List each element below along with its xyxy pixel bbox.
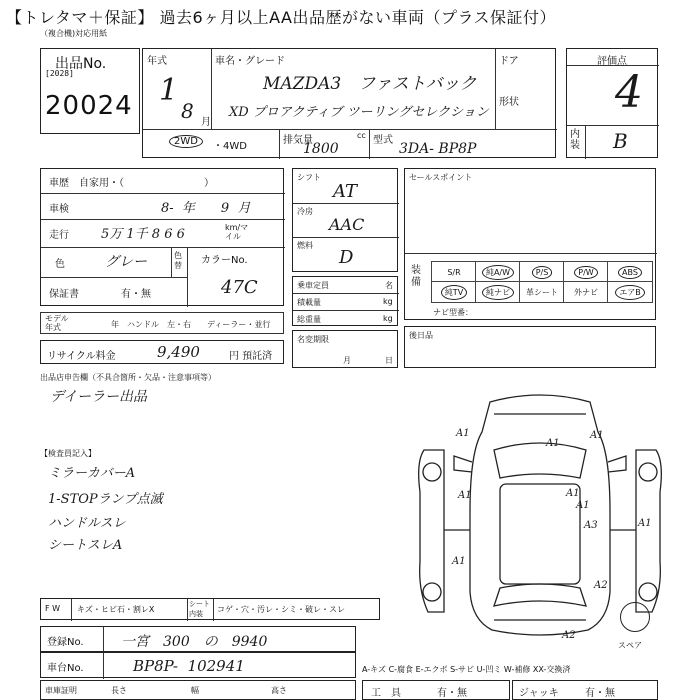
equipment-item-label: P/W <box>574 266 597 279</box>
equipment-item <box>519 281 564 303</box>
interior-grade: B <box>613 129 628 153</box>
equipment-item-label: ABS <box>618 266 642 279</box>
chassis-row <box>40 652 356 678</box>
equipment-item <box>607 261 653 282</box>
registration-row <box>40 626 356 652</box>
damage-mark: A1 <box>546 438 560 449</box>
damage-mark: A1 <box>638 518 652 529</box>
recycle-label: リサイクル料金 <box>47 351 116 362</box>
sales-point-label: セールスポイント <box>409 173 473 182</box>
chassis-label: 車台No. <box>47 663 84 674</box>
equipment-item-label: 純ナビ <box>482 285 514 300</box>
model-year-row <box>40 312 284 334</box>
tools-label: 工 具 <box>371 688 401 699</box>
jack-value: 有・無 <box>585 688 615 699</box>
tools-row <box>362 680 510 700</box>
equipment-item-label: 純TV <box>441 285 467 300</box>
equipment-item-label: エアB <box>615 285 645 300</box>
chassis-value: BP8P- 102941 <box>133 657 245 675</box>
equipment-item <box>519 261 564 282</box>
equipment-label: 装備 <box>411 265 421 288</box>
seats-label: 乗車定員 <box>297 281 329 290</box>
equipment-item <box>431 261 476 282</box>
lot-number-box <box>40 48 140 134</box>
load-unit: kg <box>383 297 393 306</box>
sales-equipment-box <box>404 168 656 320</box>
ac-value: AAC <box>329 215 365 234</box>
model-name: MAZDA3 ファストバック <box>263 74 477 94</box>
equipment-item-label: 外ナビ <box>574 287 598 297</box>
capacity-box <box>292 276 398 326</box>
equipment-item <box>431 281 476 303</box>
length-label: 長さ <box>111 686 127 695</box>
fw-text: キズ・ヒビ石・割レX <box>77 605 155 614</box>
displacement-label: 排気量 <box>283 135 313 146</box>
inspector-label: 【検査員記入】 <box>40 449 96 458</box>
inspection-value: 8- 年 9 月 <box>161 201 251 216</box>
type-label: 型式 <box>373 135 393 146</box>
jack-row <box>512 680 658 700</box>
lot-number: 20024 <box>45 91 133 121</box>
mileage-unit: km/マイル <box>225 223 249 241</box>
color-no-value: 47C <box>221 277 258 298</box>
displacement-value: 1800 <box>303 141 339 157</box>
navi-model-label: ナビ型番： <box>433 308 473 317</box>
fuel-label: 燃料 <box>297 241 313 250</box>
storage-label: 車庫証明 <box>45 686 77 695</box>
inspector-line-1: ミラーカバーA <box>48 466 136 481</box>
load-label: 積載量 <box>297 298 321 307</box>
ac-label: 冷房 <box>297 207 313 216</box>
damage-mark: A1 <box>456 428 470 439</box>
month-unit: 月 <box>201 117 211 128</box>
shift-box <box>292 168 398 272</box>
color-value: グレー <box>105 254 147 270</box>
model-year-unit: 年 <box>111 320 119 329</box>
damage-mark: A3 <box>584 520 598 531</box>
color-no-label: カラーNo. <box>201 255 248 266</box>
jack-label: ジャッキ <box>519 688 559 699</box>
shape-label: 形状 <box>499 97 519 108</box>
name-change-month: 月 <box>343 356 351 365</box>
interior-label: 内装 <box>570 129 580 151</box>
recycle-row <box>40 340 284 364</box>
damage-mark: A1 <box>576 500 590 511</box>
equipment-item <box>563 281 608 303</box>
displacement-unit: cc <box>357 131 366 140</box>
rating-label: 評価点 <box>597 56 627 67</box>
mileage-label: 走行 <box>49 230 69 241</box>
damage-legend: A-キズ C-腐食 E-エクボ S-サビ U-凹ミ W-補修 XX-交換済 <box>362 665 571 674</box>
height-label: 高さ <box>271 686 287 695</box>
name-change-box <box>292 330 398 368</box>
model-year-label: モデル年式 <box>45 314 69 332</box>
gross-label: 総重量 <box>297 315 321 324</box>
form-subnote: （複合機)対応用紙 <box>40 29 108 38</box>
equipment-item-label: P/S <box>532 266 553 279</box>
door-label: ドア <box>499 56 519 67</box>
damage-mark: A1 <box>566 488 580 499</box>
type-value: 3DA- BP8P <box>399 141 477 157</box>
shift-label: シフト <box>297 173 321 182</box>
damage-mark: A2 <box>594 580 608 591</box>
seller-notes-text: デイーラー出品 <box>50 389 148 405</box>
year-value: 1 <box>159 73 179 108</box>
registration-label: 登録No. <box>47 637 84 648</box>
registration-value: 一宮 300 の 9940 <box>121 634 268 650</box>
seat-label: シート内装 <box>189 600 210 618</box>
header-banner: 【トレタマ＋保証】 過去6ヶ月以上AA出品歴がない車両（プラス保証付） <box>6 7 556 27</box>
inspector-line-4: シートスレA <box>48 538 123 553</box>
handle-side: ハンドル 左・右 <box>127 320 191 329</box>
equipment-item <box>475 281 520 303</box>
year-label: 年式 <box>147 56 167 67</box>
recycle-note: 円 預託済 <box>229 351 273 362</box>
tools-value: 有・無 <box>437 688 467 699</box>
inspection-label: 車検 <box>49 204 69 215</box>
shift-value: AT <box>333 181 358 202</box>
inspector-line-2: 1-STOPランプ点滅 <box>48 492 163 507</box>
seat-text: コゲ・穴・汚レ・シミ・破レ・スレ <box>217 605 345 614</box>
damage-mark: A1 <box>590 430 604 441</box>
equipment-item <box>475 261 520 282</box>
color-change: 色替 <box>174 251 182 270</box>
rating-box <box>566 48 658 158</box>
drive-4wd: ・4WD <box>213 141 247 152</box>
mileage-value: 5万 1千 8 6 6 <box>101 227 185 242</box>
equipment-item-label: 革シート <box>526 287 558 297</box>
lot-label: 出品No. <box>55 56 107 72</box>
rating-score: 4 <box>615 67 643 118</box>
width-label: 幅 <box>191 686 199 695</box>
damage-mark: A1 <box>452 556 466 567</box>
delivery-label: 後日品 <box>409 331 433 340</box>
lot-code: [2028] <box>45 69 74 78</box>
fw-row <box>40 598 380 620</box>
dealer-import: ディーラー・並行 <box>207 320 271 329</box>
delivery-box <box>404 326 656 368</box>
warranty-value: 有・無 <box>121 289 151 300</box>
seller-notes-label: 出品店申告欄（不具合箇所・欠品・注意事項等） <box>40 373 216 382</box>
seats-unit: 名 <box>385 281 393 290</box>
equipment-item-label: 純A/W <box>482 265 514 280</box>
damage-mark: A1 <box>458 490 472 501</box>
equipment-item-label: S/R <box>447 267 461 277</box>
model-grade: XD プロアクティブ ツーリングセレクション <box>229 105 489 120</box>
damage-mark: A2 <box>562 630 576 641</box>
recycle-value: 9,490 <box>157 343 200 361</box>
warranty-label: 保証書 <box>49 289 79 300</box>
name-change-label: 名変期限 <box>297 335 329 344</box>
name-change-day: 日 <box>385 356 393 365</box>
spare-label: スペア <box>618 641 642 650</box>
equipment-item <box>563 261 608 282</box>
history-box <box>40 168 284 306</box>
drive-2wd: 2WD <box>169 135 203 148</box>
fw-label: F W <box>45 604 61 613</box>
equipment-item <box>607 281 653 303</box>
spare-tire-icon <box>620 602 650 632</box>
vehicle-history: 車歴 自家用・（ ） <box>49 178 214 189</box>
vehicle-info-box <box>142 48 556 158</box>
fuel-value: D <box>339 247 354 268</box>
color-label: 色 <box>55 259 65 270</box>
inspector-line-3: ハンドルスレ <box>48 516 126 531</box>
storage-row <box>40 680 356 700</box>
model-label: 車名・グレード <box>215 56 285 67</box>
month-value: 8 <box>181 99 194 123</box>
gross-unit: kg <box>383 314 393 323</box>
